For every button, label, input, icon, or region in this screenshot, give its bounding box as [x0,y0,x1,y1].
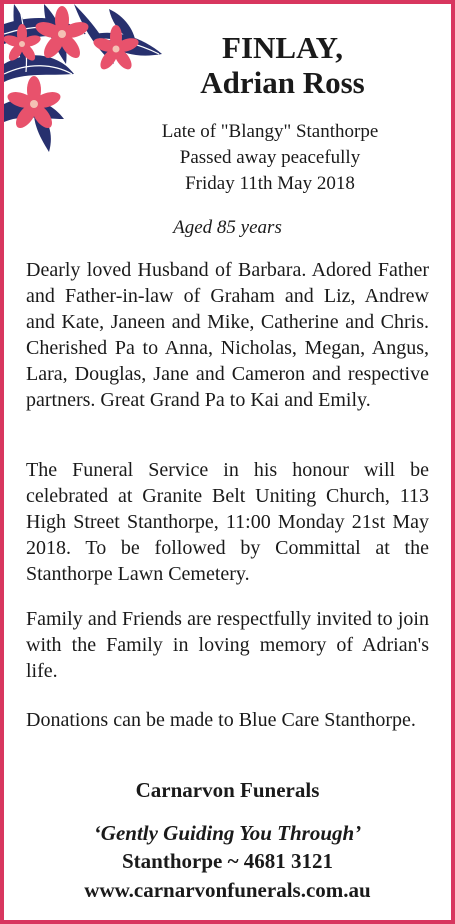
funeral-director-tagline: ‘Gently Guiding You Through’ [93,821,362,845]
funeral-director-name: Carnarvon Funerals [135,778,320,802]
date-of-death: Friday 11th May 2018 [185,173,355,194]
donations-paragraph: Donations can be made to Blue Care Stanthorpe. [26,709,416,731]
family-paragraph: Dearly loved Husband of Barbara. Adored Father and Father-in-law of Graham and Liz, Andrew and Kate, Janeen and Mike, Catherine and Chris. Cherished Pa to Anna, Nicholas, Megan, Angus, Lara, Douglas, Jane and Cameron and respective partners. Great Grand Pa to Kai and Emily. [26,259,429,411]
deceased-surname: FINLAY, [222,30,343,65]
passed-line: Passed away peacefully [179,147,361,168]
invitation-paragraph: Family and Friends are respectfully invited to join with the Family in loving memory of Adrian's life. [26,608,429,682]
age-line: Aged 85 years [173,217,282,238]
service-paragraph: The Funeral Service in his honour will be celebrated at Granite Belt Uniting Church, 113 High Street Stanthorpe, 11:00 Monday 21st May 2018. To be followed by Committal at the Stanthorpe Lawn Cemetery. [26,459,429,585]
funeral-director-phone: Stanthorpe ~ 4681 3121 [121,849,333,873]
deceased-given-names: Adrian Ross [200,65,365,100]
funeral-director-website: www.carnarvonfunerals.com.au [84,878,371,902]
residence-line: Late of "Blangy" Stanthorpe [161,121,379,142]
